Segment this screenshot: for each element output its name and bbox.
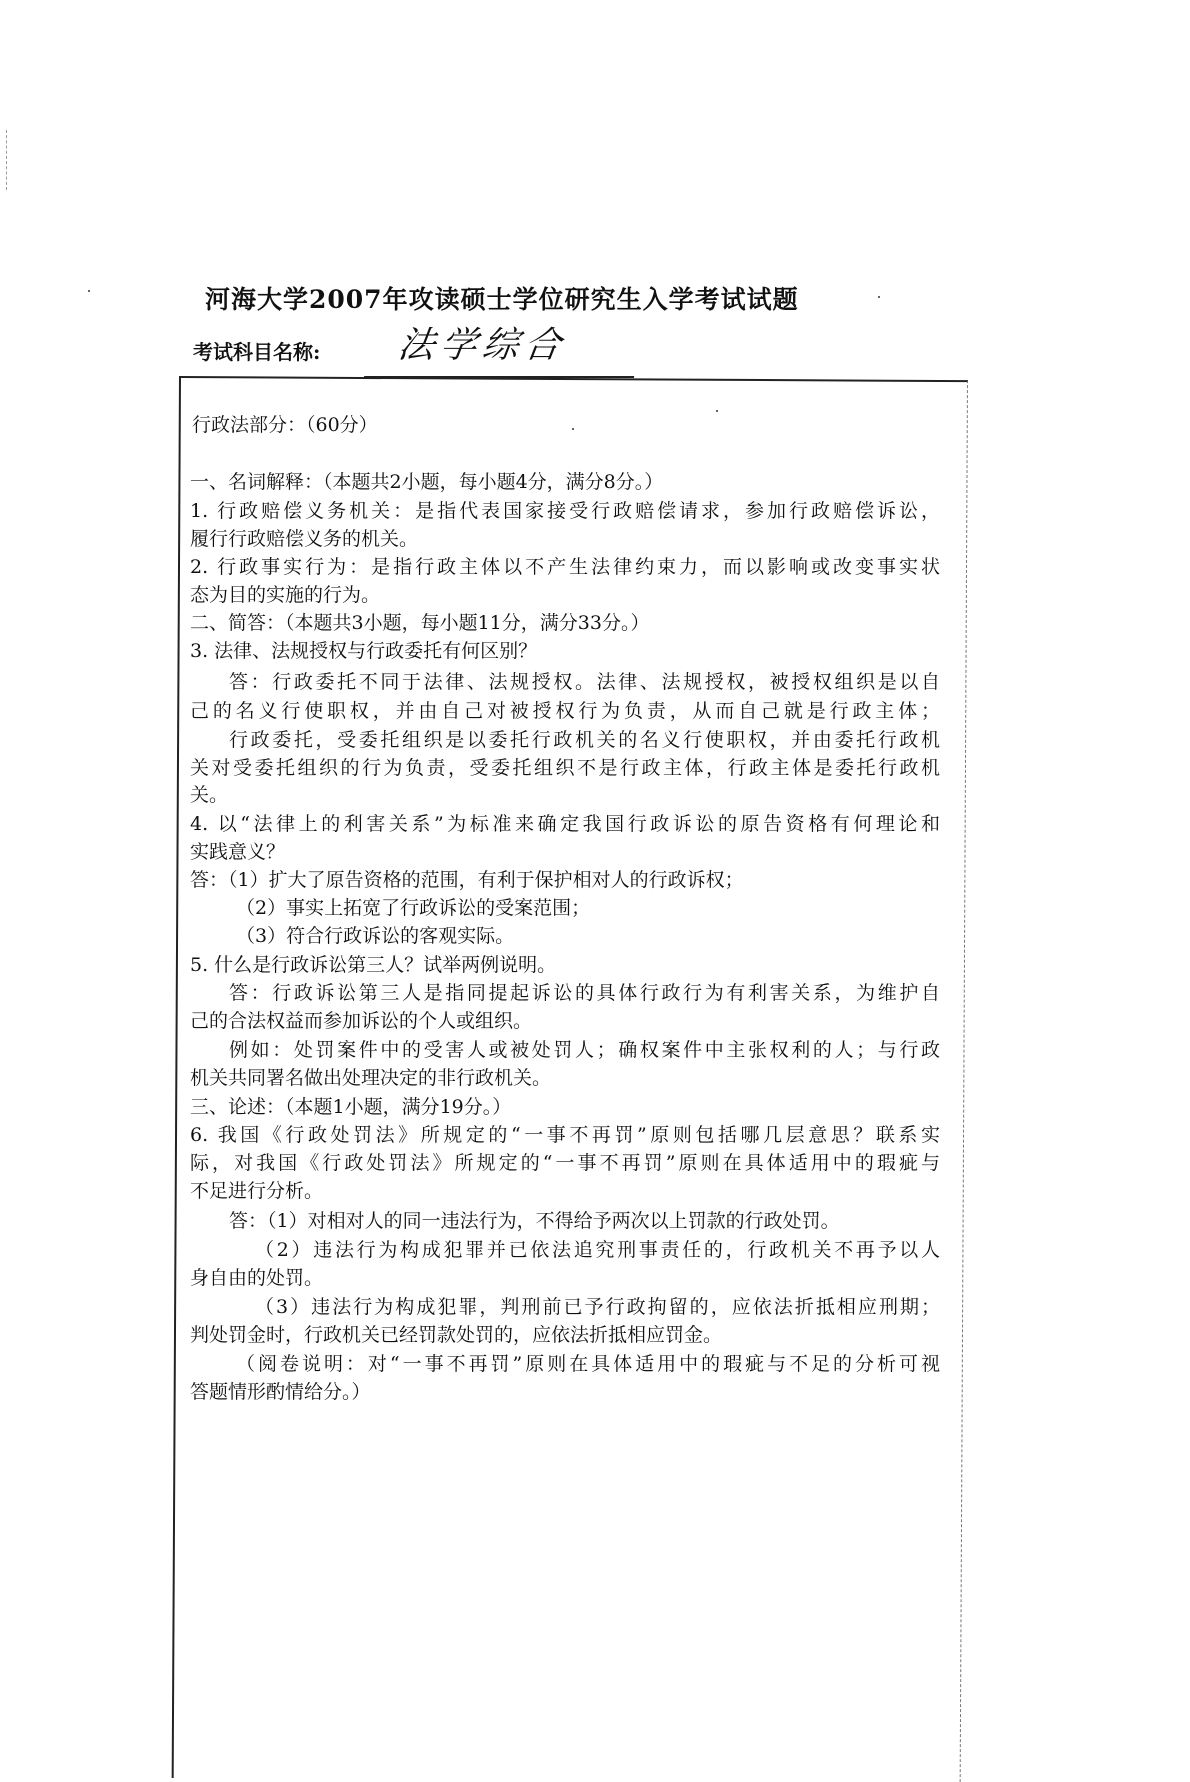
scan-speck <box>716 410 718 412</box>
text-line: 履行行政赔偿义务的机关。 <box>190 528 419 550</box>
text-line: 际，对我国《行政处罚法》所规定的“一事不再罚”原则在具体适用中的瑕疵与 <box>190 1152 940 1174</box>
text-line: 3. 法律、法规授权与行政委托有何区别？ <box>190 640 538 662</box>
text-line: 2. 行政事实行为：是指行政主体以不产生法律约束力，而以影响或改变事实状 <box>190 556 940 578</box>
text-line: 实践意义？ <box>190 841 286 863</box>
text-line: 答：（1）扩大了原告资格的范围，有利于保护相对人的行政诉权； <box>190 869 744 891</box>
text-line: 判处罚金时，行政机关已经罚款处罚的，应依法折抵相应罚金。 <box>190 1324 723 1346</box>
text-line: 答题情形酌情给分。） <box>190 1381 371 1403</box>
text-line: 己的合法权益而参加诉讼的个人或组织。 <box>190 1010 533 1032</box>
scan-speck <box>572 428 574 430</box>
text-line: 三、论述：（本题1小题，满分19分。） <box>190 1096 512 1118</box>
text-line: （2）违法行为构成犯罪并已依法追究刑事责任的，行政机关不再予以人 <box>255 1239 940 1261</box>
subject-handwritten-value: 法学综合 <box>364 320 642 378</box>
text-line: 身自由的处罚。 <box>190 1267 324 1289</box>
text-line: 关对受委托组织的行为负责，受委托组织不是行政主体，行政主体是委托行政机 <box>190 757 940 779</box>
text-line: 5. 什么是行政诉讼第三人？试举两例说明。 <box>190 954 557 976</box>
text-line: 行政法部分：（60分） <box>192 414 378 436</box>
text-line: 关。 <box>190 784 229 806</box>
text-line: 答：（1）对相对人的同一违法行为，不得给予两次以上罚款的行政处罚。 <box>229 1210 840 1232</box>
text-line: （3）违法行为构成犯罪，判刑前已予行政拘留的，应依法折抵相应刑期； <box>255 1296 940 1318</box>
text-line: 己的名义行使职权，并由自己对被授权行为负责，从而自己就是行政主体； <box>190 700 940 722</box>
subject-label: 考试科目名称: <box>193 340 321 364</box>
scan-speck <box>88 290 90 292</box>
text-line: 答：行政委托不同于法律、法规授权。法律、法规授权，被授权组织是以自 <box>229 671 940 693</box>
exam-title: 河海大学2007年攻读硕士学位研究生入学考试试题 <box>205 285 799 314</box>
text-line: 例如：处罚案件中的受害人或被处罚人；确权案件中主张权利的人；与行政 <box>229 1039 940 1061</box>
text-line: 1. 行政赔偿义务机关：是指代表国家接受行政赔偿请求，参加行政赔偿诉讼， <box>190 500 940 522</box>
text-line: 二、简答：（本题共3小题，每小题11分，满分33分。） <box>190 612 650 634</box>
text-line: 一、名词解释：（本题共2小题，每小题4分，满分8分。） <box>190 471 664 493</box>
scan-speck <box>878 296 880 298</box>
scan-edge-mark <box>6 130 8 190</box>
text-line: （阅卷说明：对“一事不再罚”原则在具体适用中的瑕疵与不足的分析可视 <box>236 1353 940 1375</box>
text-line: 态为目的实施的行为。 <box>190 584 381 606</box>
text-line: （2）事实上拓宽了行政诉讼的受案范围； <box>236 897 591 919</box>
text-line: 机关共同署名做出处理决定的非行政机关。 <box>190 1067 552 1089</box>
text-line: 行政委托，受委托组织是以委托行政机关的名义行使职权，并由委托行政机 <box>229 729 940 751</box>
text-line: 不足进行分析。 <box>190 1180 324 1202</box>
text-line: 6. 我国《行政处罚法》所规定的“一事不再罚”原则包括哪几层意思？联系实 <box>190 1124 940 1146</box>
text-line: 4. 以“法律上的利害关系”为标准来确定我国行政诉讼的原告资格有何理论和 <box>190 813 940 835</box>
text-line: （3）符合行政诉讼的客观实际。 <box>236 925 515 947</box>
text-line: 答：行政诉讼第三人是指同提起诉讼的具体行政行为有利害关系，为维护自 <box>229 982 940 1004</box>
